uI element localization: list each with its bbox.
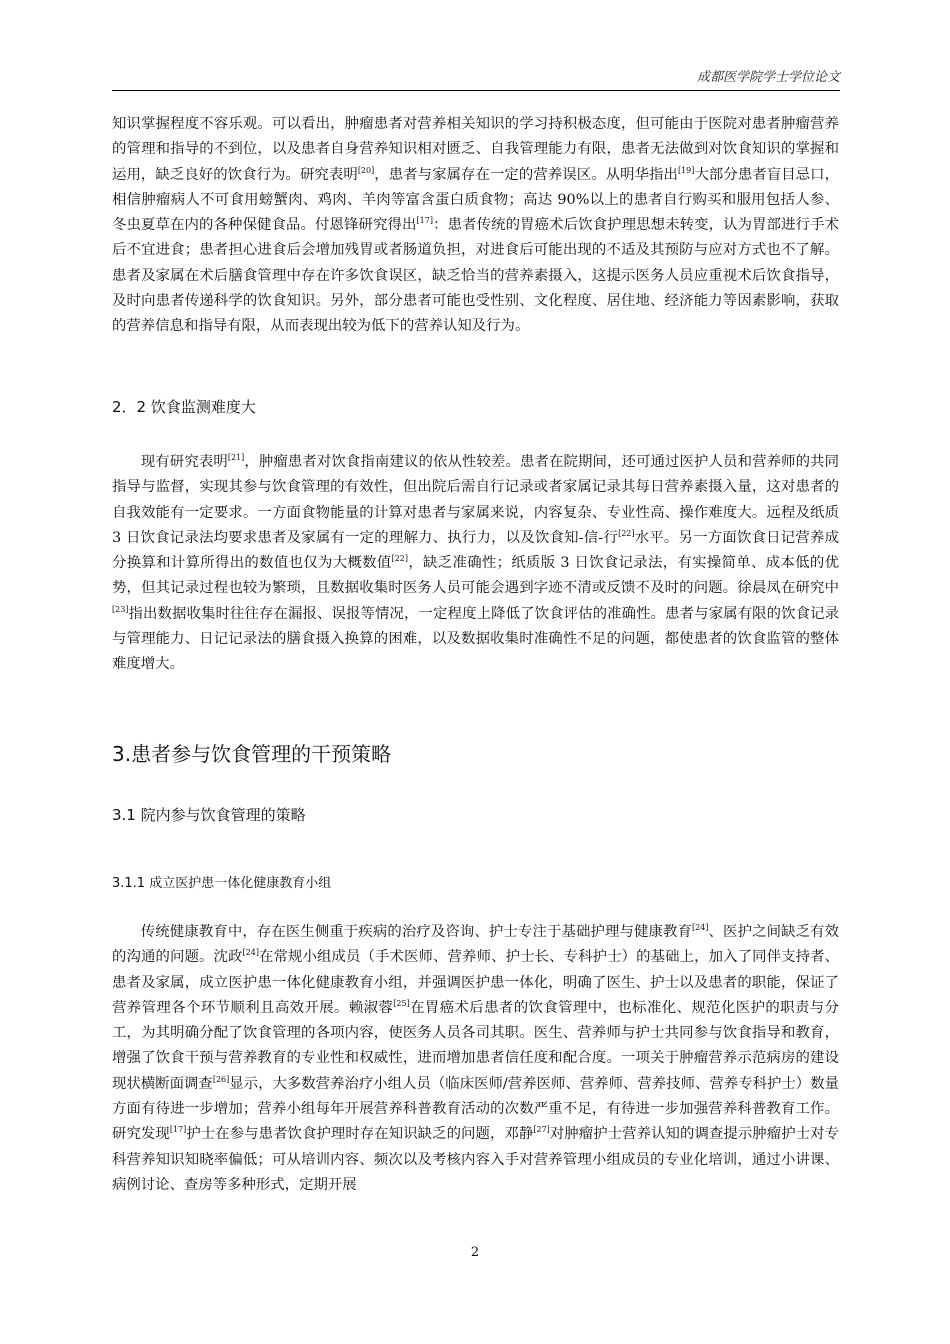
paragraph-text: 知识掌握程度不容乐观。可以看出，肿瘤患者对营养相关知识的学习持积极态度，但可能由于医院对患者肿瘤营养的管理和指导的不到位，以及患者自身营养知识相对匮乏、自我管理能力有限，患者无法做到对饮食知识的掌握和运用，缺乏良好的饮食行为。研究表明[20]，患者与家属存在一定的营养误区。从明华指出[19]大部分患者盲目忌口，相信肿瘤病人不可食用螃蟹肉、鸡肉、羊肉等富含蛋白质食物；高达 90%以上的患者自行购买和服用包括人参、冬虫夏草在内的各种保健食品。付恩锋研究得出[17]：患者传统的胃癌术后饮食护理思想未转变，认为胃部进行手术后不宜进食；患者担心进食后会增加残胃或者肠道负担，对进食后可能出现的不适及其预防与应对方式也不了解。患者及家属在术后膳食管理中存在许多饮食误区，缺乏恰当的营养素摄入，这提示医务人员应重视术后饮食指导，及时向患者传递科学的饮食知识。另外，部分患者可能也受性别、文化程度、居住地、经济能力等因素影响，获取的营养信息和指导有限，从而表现出较为低下的营养认知及行为。 <box>112 116 839 335</box>
header-rule <box>112 90 840 91</box>
body-paragraph-1 <box>112 112 839 340</box>
citation-marker: [19] <box>677 165 695 175</box>
body-paragraph-2 <box>112 450 839 678</box>
citation-marker: [23] <box>112 604 129 614</box>
page-number: 2 <box>470 1245 480 1260</box>
subsection-heading-3-1-1 <box>112 872 839 891</box>
citation-marker: [27] <box>533 1125 550 1135</box>
citation-marker: [22] <box>618 529 635 539</box>
citation-marker: [17] <box>169 1125 187 1135</box>
citation-marker: [25] <box>393 999 410 1009</box>
running-header: 成都医学院学士学位论文 <box>696 70 840 85</box>
section-heading-3-1 <box>112 804 839 825</box>
citation-marker: [22] <box>391 554 409 564</box>
body-paragraph-3 <box>112 920 839 1198</box>
citation-marker: [20] <box>357 165 375 175</box>
citation-marker: [17] <box>416 216 433 226</box>
section-heading-2-2 <box>112 396 839 417</box>
citation-marker: [24] <box>692 923 709 933</box>
heading-text: 3.患者参与饮食管理的干预策略 <box>112 742 392 766</box>
paragraph-text: 传统健康教育中，存在医生侧重于疾病的治疗及咨询、护士专注于基础护理与健康教育[24]、医护之间缺乏有效的沟通的问题。沈政[24]在常规小组成员（手术医师、营养师、护士长、专科护士）的基础上，加入了同伴支持者、患者及家属，成立医护患一体化健康教育小组，并强调医护患一体化，明确了医生、护士以及患者的职能，保证了营养管理各个环节顺利且高效开展。赖淑蓉[25]在胃癌术后患者的饮食管理中，也标准化、规范化医护的职责与分工，为其明确分配了饮食管理的各项内容，使医务人员各司其职。医生、营养师与护士共同参与饮食指导和教育，增强了饮食干预与营养教育的专业性和权威性，进而增加患者信任度和配合度。一项关于肿瘤营养示范病房的建设现状横断面调查[26]显示，大多数营养治疗小组人员（临床医师/营养医师、营养师、营养技师、营养专科护士）数量方面有待进一步增加；营养小组每年开展营养科普教育活动的次数严重不足，有待进一步加强营养科普教育工作。研究发现[17]护士在参与患者饮食护理时存在知识缺乏的问题，邓静[27]对肿瘤护士营养认知的调查提示肿瘤护士对专科营养知识知晓率偏低；可从培训内容、频次以及考核内容入手对营养管理小组成员的专业化培训，通过小讲课、病例讨论、查房等多种形式，定期开展 <box>112 923 839 1193</box>
citation-marker: [26] <box>212 1074 230 1084</box>
citation-marker: [21] <box>227 453 245 463</box>
heading-text: 3.1.1 成立医护患一体化健康教育小组 <box>112 876 332 891</box>
heading-text: 2．2 饮食监测难度大 <box>112 398 256 416</box>
chapter-heading-3 <box>112 738 839 767</box>
paragraph-text: 现有研究表明[21]，肿瘤患者对饮食指南建议的依从性较差。患者在院期间，还可通过医护人员和营养师的共同指导与监督，实现其参与饮食管理的有效性，但出院后需自行记录或者家属记录其每日营养素摄入量，这对患者的自我效能有一定要求。一方面食物能量的计算对患者与家属来说，内容复杂、专业性高、操作难度大。远程及纸质 3 日饮食记录法均要求患者及家属有一定的理解力、执行力，以及饮食知-信-行[22]水平。另一方面饮食日记营养成分换算和计算所得出的数值也仅为大概数值[22]，缺乏准确性；纸质版 3 日饮食记录法，有实操简单、成本低的优势，但其记录过程也较为繁琐，且数据收集时医务人员可能会遇到字迹不清或反馈不及时的问题。徐晨凤在研究中[23]指出数据收集时往往存在漏报、误报等情况，一定程度上降低了饮食评估的准确性。患者与家属有限的饮食记录与管理能力、日记记录法的膳食摄入换算的困难，以及数据收集时准确性不足的问题，都使患者的饮食监管的整体难度增大。 <box>112 453 839 673</box>
heading-text: 3.1 院内参与饮食管理的策略 <box>112 806 306 824</box>
citation-marker: [24] <box>242 948 259 958</box>
